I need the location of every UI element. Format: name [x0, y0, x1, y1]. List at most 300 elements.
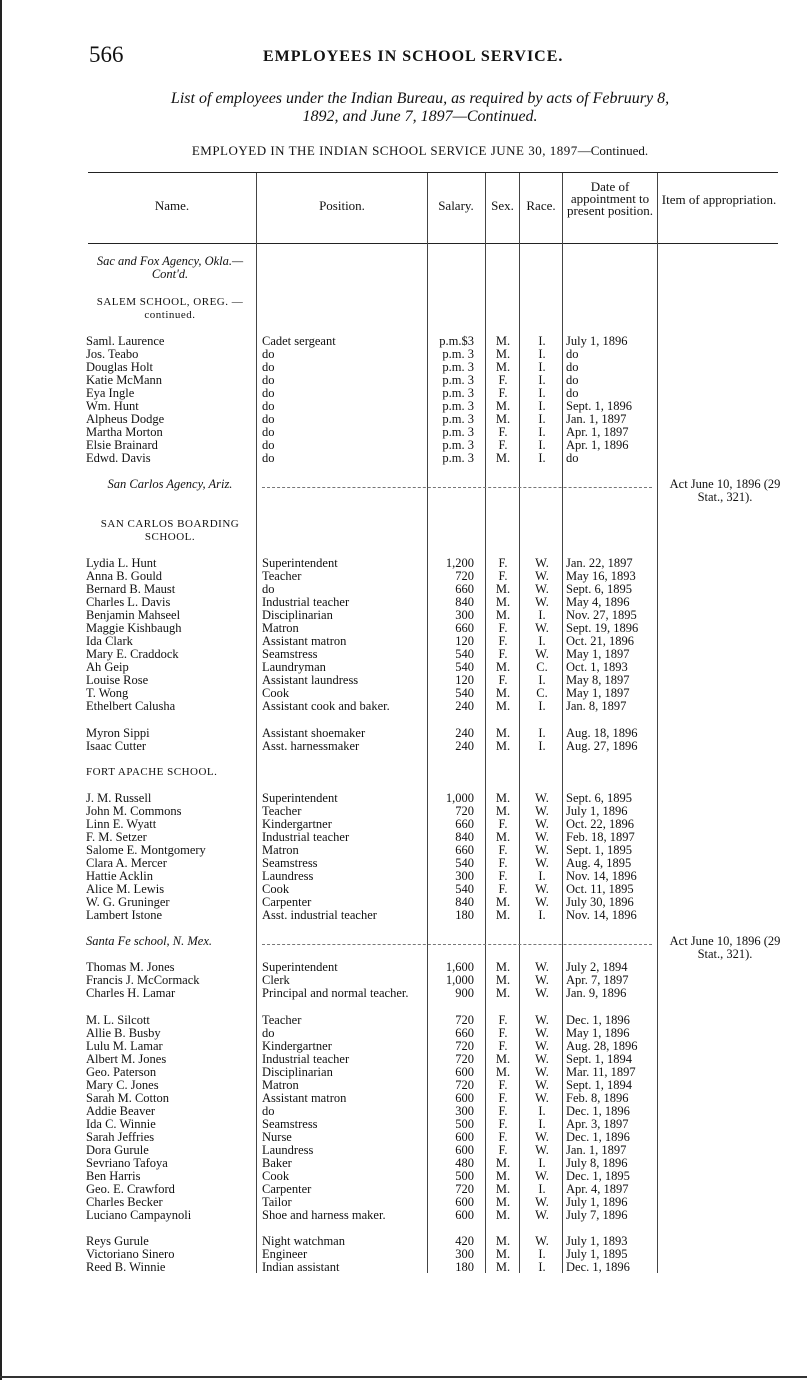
employee-position: Matron	[262, 1078, 299, 1092]
employee-salary: 500	[455, 1169, 474, 1183]
employee-race: I.	[538, 634, 546, 648]
appointment-date: Feb. 18, 1897	[566, 830, 635, 844]
appointment-date: May 1, 1897	[566, 686, 630, 700]
employee-position: do	[262, 425, 275, 439]
employee-name: Reys Gurule	[86, 1234, 149, 1248]
employee-race: W.	[535, 1065, 549, 1079]
employee-salary: 300	[455, 1247, 474, 1261]
employee-salary: 720	[455, 569, 474, 583]
agency-heading: Santa Fe school, N. Mex.	[86, 934, 213, 948]
employee-position: Tailor	[262, 1195, 292, 1209]
employee-sex: F.	[498, 1117, 508, 1131]
employee-salary: 540	[455, 686, 474, 700]
appointment-date: Sept. 1, 1896	[566, 399, 632, 413]
employee-position: Teacher	[262, 1013, 302, 1027]
employee-salary: 240	[455, 699, 474, 713]
employee-salary: 840	[455, 830, 474, 844]
employee-race: W.	[535, 1143, 549, 1157]
employee-position: Teacher	[262, 804, 302, 818]
employee-salary: 540	[455, 882, 474, 896]
appointment-date: Apr. 3, 1897	[566, 1117, 629, 1131]
employee-race: I.	[538, 438, 546, 452]
employee-name: Sarah M. Cotton	[86, 1091, 169, 1105]
appropriation-item: Act June 10, 1896 (29 Stat., 321).	[669, 934, 781, 961]
employee-race: W.	[535, 973, 549, 987]
employee-name: Albert M. Jones	[86, 1052, 167, 1066]
employee-salary: 480	[455, 1156, 474, 1170]
employee-salary: p.m. 3	[442, 360, 474, 374]
employee-sex: M.	[495, 973, 511, 987]
appointment-date: July 2, 1894	[566, 960, 628, 974]
employee-race: I.	[538, 869, 546, 883]
employee-race: W.	[535, 647, 549, 661]
appointment-date: Apr. 7, 1897	[566, 973, 629, 987]
employee-salary: 300	[455, 1104, 474, 1118]
employee-name: Wm. Hunt	[86, 399, 139, 413]
employee-salary: 660	[455, 817, 474, 831]
employee-sex: F.	[498, 1026, 508, 1040]
employee-salary: p.m. 3	[442, 412, 474, 426]
appointment-date: Apr. 1, 1897	[566, 425, 629, 439]
employee-race: W.	[535, 882, 549, 896]
employee-position: do	[262, 347, 275, 361]
employee-race: C.	[536, 686, 548, 700]
employee-salary: 300	[455, 869, 474, 883]
appointment-date: Sept. 1, 1894	[566, 1078, 632, 1092]
employee-sex: M.	[495, 686, 511, 700]
employee-position: Engineer	[262, 1247, 308, 1261]
employee-name: Lambert Istone	[86, 908, 163, 922]
employee-sex: M.	[495, 726, 511, 740]
appointment-date: Oct. 21, 1896	[566, 634, 635, 648]
employee-salary: 240	[455, 739, 474, 753]
employee-race: I.	[538, 373, 546, 387]
employee-name: John M. Commons	[86, 804, 182, 818]
employee-sex: M.	[495, 582, 511, 596]
employee-name: Francis J. McCormack	[86, 973, 200, 987]
employee-position: Industrial teacher	[262, 830, 350, 844]
page-number: 566	[89, 42, 124, 67]
employee-name: Ben Harris	[86, 1169, 141, 1183]
employee-name: Clara A. Mercer	[86, 856, 167, 870]
employee-salary: p.m. 3	[442, 438, 474, 452]
employee-position: do	[262, 582, 275, 596]
appointment-date: Jan. 9, 1896	[566, 986, 627, 1000]
dash-leader	[262, 487, 652, 488]
running-title: EMPLOYEES IN SCHOOL SERVICE.	[263, 48, 564, 65]
employee-salary: 600	[455, 1130, 474, 1144]
employee-race: W.	[535, 1195, 549, 1209]
employee-race: W.	[535, 1130, 549, 1144]
appointment-date: July 1, 1895	[566, 1247, 628, 1261]
appointment-date: Jan. 1, 1897	[566, 1143, 627, 1157]
employee-sex: F.	[498, 673, 508, 687]
employee-position: Assistant matron	[262, 1091, 347, 1105]
appointment-date: Dec. 1, 1896	[566, 1013, 630, 1027]
employee-race: I.	[538, 425, 546, 439]
employee-position: do	[262, 1026, 275, 1040]
appointment-date: July 8, 1896	[566, 1156, 628, 1170]
employee-name: Geo. Paterson	[86, 1065, 157, 1079]
employee-position: Principal and normal teacher.	[262, 986, 409, 1000]
employee-race: W.	[535, 1039, 549, 1053]
employee-salary: 660	[455, 621, 474, 635]
employee-name: T. Wong	[86, 686, 129, 700]
appointment-date: do	[566, 386, 579, 400]
employee-salary: p.m. 3	[442, 425, 474, 439]
employee-name: Martha Morton	[86, 425, 163, 439]
appointment-date: Aug. 4, 1895	[566, 856, 632, 870]
employee-salary: 300	[455, 608, 474, 622]
employee-race: I.	[538, 386, 546, 400]
employee-sex: M.	[495, 660, 511, 674]
employee-name: Charles L. Davis	[86, 595, 171, 609]
header-sex: Sex.	[491, 198, 514, 213]
employee-position: Assistant matron	[262, 634, 347, 648]
header-race: Race.	[526, 198, 556, 213]
employee-race: W.	[535, 986, 549, 1000]
employee-sex: F.	[498, 621, 508, 635]
employee-sex: F.	[498, 1104, 508, 1118]
employee-sex: M.	[495, 595, 511, 609]
employee-sex: F.	[498, 569, 508, 583]
employee-position: Laundryman	[262, 660, 326, 674]
employee-position: do	[262, 373, 275, 387]
school-heading: SALEM SCHOOL, OREG. —continued.	[96, 296, 244, 321]
employee-race: I.	[538, 673, 546, 687]
employee-sex: M.	[495, 739, 511, 753]
appointment-date: Sept. 1, 1894	[566, 1052, 632, 1066]
appointment-date: Oct. 22, 1896	[566, 817, 635, 831]
employee-name: Ida Clark	[86, 634, 133, 648]
employee-position: Superintendent	[262, 556, 338, 570]
employee-race: W.	[535, 817, 549, 831]
employee-name: Jos. Teabo	[86, 347, 139, 361]
employee-sex: F.	[498, 869, 508, 883]
appointment-date: Aug. 27, 1896	[566, 739, 638, 753]
employee-position: Indian assistant	[262, 1260, 340, 1274]
employee-name: Allie B. Busby	[86, 1026, 161, 1040]
employee-position: Assistant shoemaker	[262, 726, 366, 740]
employee-salary: p.m.$3	[439, 334, 474, 348]
employee-race: W.	[535, 1208, 549, 1222]
employee-salary: p.m. 3	[442, 347, 474, 361]
employee-salary: 240	[455, 726, 474, 740]
employee-name: F. M. Setzer	[86, 830, 147, 844]
employee-race: I.	[538, 399, 546, 413]
employee-salary: p.m. 3	[442, 386, 474, 400]
employee-race: I.	[538, 1247, 546, 1261]
employee-name: Douglas Holt	[86, 360, 154, 374]
employee-sex: F.	[498, 373, 508, 387]
employee-sex: M.	[495, 1208, 511, 1222]
employee-name: Linn E. Wyatt	[86, 817, 157, 831]
employee-position: Superintendent	[262, 791, 338, 805]
appointment-date: Sept. 1, 1895	[566, 843, 632, 857]
employee-race: W.	[535, 569, 549, 583]
employee-name: Reed B. Winnie	[86, 1260, 166, 1274]
employee-position: Carpenter	[262, 1182, 312, 1196]
appointment-date: Feb. 8, 1896	[566, 1091, 629, 1105]
employee-name: Bernard B. Maust	[86, 582, 176, 596]
employee-name: Lulu M. Lamar	[86, 1039, 163, 1053]
employee-position: Superintendent	[262, 960, 338, 974]
appointment-date: July 1, 1893	[566, 1234, 628, 1248]
employee-name: Alpheus Dodge	[86, 412, 165, 426]
employee-name: Geo. E. Crawford	[86, 1182, 175, 1196]
appointment-date: July 1, 1896	[566, 804, 628, 818]
employee-salary: 720	[455, 1013, 474, 1027]
employee-sex: F.	[498, 386, 508, 400]
appointment-date: Jan. 1, 1897	[566, 412, 627, 426]
subtitle-line-1: List of employees under the Indian Bureau, as required by acts of Februury 8,	[170, 90, 670, 107]
employee-salary: 1,000	[445, 791, 474, 805]
employee-name: Lydia L. Hunt	[86, 556, 157, 570]
dash-leader	[262, 944, 652, 945]
employee-race: I.	[538, 1104, 546, 1118]
employee-sex: F.	[498, 856, 508, 870]
employee-name: Ida C. Winnie	[86, 1117, 156, 1131]
employee-name: Elsie Brainard	[86, 438, 158, 452]
employee-salary: p.m. 3	[442, 451, 474, 465]
employee-sex: F.	[498, 438, 508, 452]
appointment-date: July 1, 1896	[566, 1195, 628, 1209]
appointment-date: Mar. 11, 1897	[566, 1065, 636, 1079]
employee-salary: 600	[455, 1143, 474, 1157]
agency-heading: Sac and Fox Agency, Okla.—Cont'd.	[96, 254, 244, 281]
employee-position: Cadet sergeant	[262, 334, 336, 348]
employee-sex: F.	[498, 1039, 508, 1053]
employee-name: Louise Rose	[86, 673, 149, 687]
employee-position: Industrial teacher	[262, 1052, 350, 1066]
employee-position: Matron	[262, 621, 299, 635]
employee-race: I.	[538, 908, 546, 922]
employee-salary: 540	[455, 647, 474, 661]
employee-position: Clerk	[262, 973, 290, 987]
subtitle-line-2: 1892, and June 7, 1897—Continued.	[302, 108, 538, 125]
employee-name: W. G. Gruninger	[86, 895, 170, 909]
employee-position: Laundress	[262, 1143, 314, 1157]
employee-position: do	[262, 438, 275, 452]
employee-sex: M.	[495, 399, 511, 413]
appointment-date: Sept. 19, 1896	[566, 621, 639, 635]
appointment-date: Oct. 1, 1893	[566, 660, 628, 674]
employee-name: Alice M. Lewis	[86, 882, 165, 896]
employee-sex: F.	[498, 556, 508, 570]
employee-race: W.	[535, 1169, 549, 1183]
header-salary: Salary.	[438, 198, 474, 213]
employee-sex: F.	[498, 647, 508, 661]
employee-race: W.	[535, 1013, 549, 1027]
employee-sex: M.	[495, 830, 511, 844]
employee-position: Cook	[262, 1169, 290, 1183]
employee-race: W.	[535, 843, 549, 857]
employee-salary: 600	[455, 1195, 474, 1209]
employee-salary: 840	[455, 895, 474, 909]
employee-salary: 1,200	[445, 556, 474, 570]
employee-position: Industrial teacher	[262, 595, 350, 609]
employee-position: Seamstress	[262, 647, 318, 661]
employee-position: Asst. harnessmaker	[262, 739, 360, 753]
appointment-date: do	[566, 451, 579, 465]
employee-race: I.	[538, 347, 546, 361]
employee-name: Isaac Cutter	[86, 739, 147, 753]
employee-sex: M.	[495, 1182, 511, 1196]
employee-position: Carpenter	[262, 895, 312, 909]
employee-race: W.	[535, 1234, 549, 1248]
appointment-date: do	[566, 347, 579, 361]
school-heading: SAN CARLOS BOARDING SCHOOL.	[100, 518, 240, 543]
employee-salary: 720	[455, 804, 474, 818]
employee-race: I.	[538, 360, 546, 374]
header-item: Item of appropriation.	[661, 192, 777, 207]
employee-race: W.	[535, 960, 549, 974]
employee-salary: 600	[455, 1091, 474, 1105]
employee-sex: F.	[498, 425, 508, 439]
employee-position: do	[262, 412, 275, 426]
employee-name: Addie Beaver	[86, 1104, 156, 1118]
employee-name: Salome E. Montgomery	[86, 843, 206, 857]
employee-sex: F.	[498, 1013, 508, 1027]
employee-sex: M.	[495, 804, 511, 818]
employee-race: W.	[535, 582, 549, 596]
employee-position: Baker	[262, 1156, 292, 1170]
employee-name: Charles H. Lamar	[86, 986, 176, 1000]
employee-sex: F.	[498, 1130, 508, 1144]
appointment-date: Apr. 4, 1897	[566, 1182, 629, 1196]
employee-salary: 420	[455, 1234, 474, 1248]
employee-name: Mary E. Craddock	[86, 647, 179, 661]
employee-sex: M.	[495, 1065, 511, 1079]
employee-salary: 180	[455, 908, 474, 922]
employee-sex: M.	[495, 960, 511, 974]
section-title-main: EMPLOYED IN THE INDIAN SCHOOL SERVICE JUNE 30, 1897	[191, 143, 578, 158]
employee-sex: M.	[495, 451, 511, 465]
employee-name: Sevriano Tafoya	[86, 1156, 168, 1170]
employee-position: Nurse	[262, 1130, 292, 1144]
employee-sex: F.	[498, 634, 508, 648]
employee-salary: 720	[455, 1052, 474, 1066]
employee-position: Assistant laundress	[262, 673, 359, 687]
appointment-date: May 8, 1897	[566, 673, 630, 687]
appointment-date: July 30, 1896	[566, 895, 634, 909]
employee-sex: M.	[495, 986, 511, 1000]
employee-position: Assistant cook and baker.	[262, 699, 390, 713]
employee-salary: 120	[455, 673, 474, 687]
employee-sex: F.	[498, 1143, 508, 1157]
employee-position: do	[262, 399, 275, 413]
employee-salary: 600	[455, 1065, 474, 1079]
employee-position: Laundress	[262, 869, 314, 883]
employee-race: W.	[535, 895, 549, 909]
employee-name: Victoriano Sinero	[86, 1247, 175, 1261]
employee-race: I.	[538, 726, 546, 740]
appointment-date: Nov. 14, 1896	[566, 869, 637, 883]
employee-name: Myron Sippi	[86, 726, 150, 740]
employee-race: W.	[535, 791, 549, 805]
employee-salary: 540	[455, 856, 474, 870]
employee-sex: M.	[495, 347, 511, 361]
employee-position: do	[262, 386, 275, 400]
employee-salary: 720	[455, 1182, 474, 1196]
employee-name: Maggie Kishbaugh	[86, 621, 182, 635]
employee-position: Seamstress	[262, 1117, 318, 1131]
employee-sex: M.	[495, 1169, 511, 1183]
employee-position: Cook	[262, 882, 290, 896]
employee-name: Sarah Jeffries	[86, 1130, 155, 1144]
employee-sex: F.	[498, 817, 508, 831]
employee-sex: M.	[495, 1052, 511, 1066]
employee-salary: 840	[455, 595, 474, 609]
employee-race: I.	[538, 739, 546, 753]
employee-race: I.	[538, 1117, 546, 1131]
employee-race: I.	[538, 451, 546, 465]
employee-sex: M.	[495, 1234, 511, 1248]
employee-salary: 660	[455, 1026, 474, 1040]
employee-position: Night watchman	[262, 1234, 345, 1248]
employee-salary: 720	[455, 1039, 474, 1053]
employee-position: Seamstress	[262, 856, 318, 870]
employee-sex: M.	[495, 608, 511, 622]
appointment-date: Dec. 1, 1896	[566, 1104, 630, 1118]
employee-race: I.	[538, 1156, 546, 1170]
employee-race: W.	[535, 556, 549, 570]
appointment-date: May 4, 1896	[566, 595, 630, 609]
employee-name: M. L. Silcott	[86, 1013, 150, 1027]
appointment-date: Dec. 1, 1896	[566, 1260, 630, 1274]
employee-race: W.	[535, 1091, 549, 1105]
header-position: Position.	[319, 198, 365, 213]
employee-salary: 540	[455, 660, 474, 674]
employee-sex: M.	[495, 908, 511, 922]
employee-race: W.	[535, 621, 549, 635]
employee-position: Teacher	[262, 569, 302, 583]
employee-name: Ah Geip	[86, 660, 129, 674]
header-date: Date of appointment to present position.	[567, 179, 653, 218]
employee-position: Cook	[262, 686, 290, 700]
employee-position: do	[262, 360, 275, 374]
employee-name: Anna B. Gould	[86, 569, 163, 583]
appropriation-item: Act June 10, 1896 (29 Stat., 321).	[669, 477, 781, 504]
employee-race: W.	[535, 1052, 549, 1066]
employee-position: Kindergartner	[262, 817, 332, 831]
employee-name: Benjamin Mahseel	[86, 608, 181, 622]
employee-race: I.	[538, 1182, 546, 1196]
appointment-date: Dec. 1, 1896	[566, 1130, 630, 1144]
employee-salary: 120	[455, 634, 474, 648]
employee-name: Luciano Campaynoli	[86, 1208, 192, 1222]
employee-race: W.	[535, 1078, 549, 1092]
employee-sex: F.	[498, 843, 508, 857]
employee-name: Katie McMann	[86, 373, 163, 387]
employee-name: Edwd. Davis	[86, 451, 151, 465]
employee-salary: 660	[455, 582, 474, 596]
header-name: Name.	[154, 198, 190, 213]
employee-position: Matron	[262, 843, 299, 857]
employee-name: J. M. Russell	[86, 791, 152, 805]
employee-sex: M.	[495, 1260, 511, 1274]
employee-name: Hattie Acklin	[86, 869, 153, 883]
employee-sex: M.	[495, 791, 511, 805]
employee-name: Ethelbert Calusha	[86, 699, 176, 713]
appointment-date: May 16, 1893	[566, 569, 636, 583]
section-title-suffix: —Continued.	[577, 143, 649, 158]
appointment-date: Jan. 8, 1897	[566, 699, 627, 713]
employee-position: Asst. industrial teacher	[262, 908, 377, 922]
employee-race: I.	[538, 412, 546, 426]
appointment-date: Dec. 1, 1895	[566, 1169, 630, 1183]
appointment-date: July 7, 1896	[566, 1208, 628, 1222]
